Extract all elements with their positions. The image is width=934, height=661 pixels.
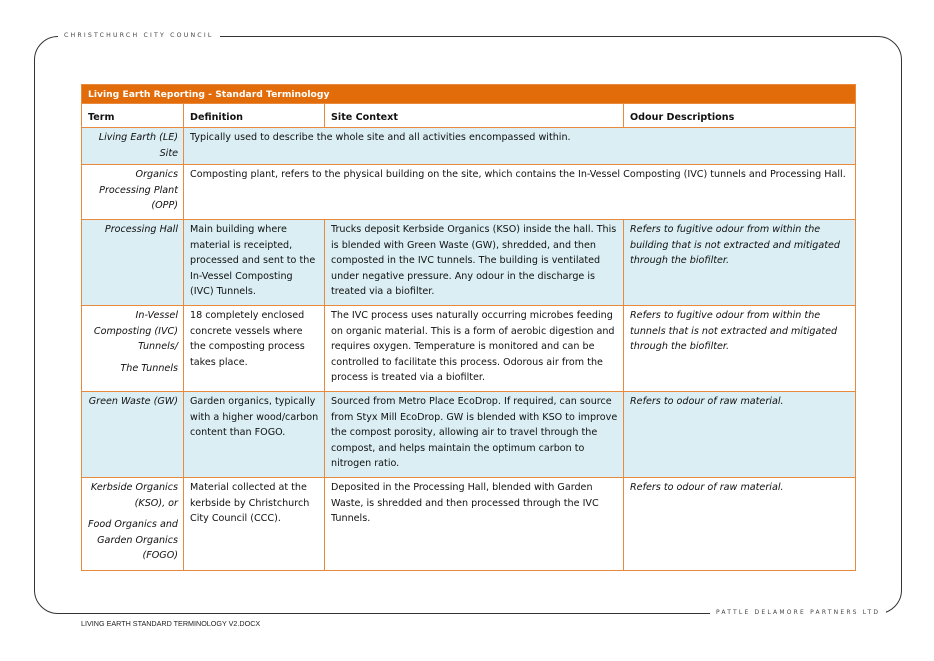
table-row (82, 392, 856, 478)
term-text: (OPP) (151, 200, 178, 211)
term-text: Green Waste (GW) (88, 396, 178, 407)
term-cell (82, 478, 184, 571)
column-header-odour: Odour Descriptions (624, 104, 856, 128)
term-cell (82, 392, 184, 478)
header-organisation: CHRISTCHURCH CITY COUNCIL (58, 31, 220, 41)
merged-definition-cell: Typically used to describe the whole site and all activities encompassed within. (184, 128, 856, 165)
definition-cell: 18 completely enclosed concrete vessels where the composting process takes place. (184, 306, 325, 392)
column-header-row (82, 104, 856, 128)
term-text: Site (159, 147, 178, 159)
merged-definition-cell: Composting plant, refers to the physical building on the site, which contains the In-Vessel Composting (IVC) tunnels and Processing Hall. (184, 165, 856, 220)
column-header-definition: Definition (184, 104, 325, 128)
column-header-term: Term (82, 104, 184, 128)
term-text: Tunnels/ (138, 341, 178, 352)
term-cell (82, 128, 184, 165)
term-cell (82, 220, 184, 306)
term-cell (82, 306, 184, 392)
term-text: The Tunnels (120, 362, 178, 374)
table-row (82, 306, 856, 392)
odour-cell: Refers to fugitive odour from within the tunnels that is not extracted and mitigated through the biofilter. (624, 306, 856, 392)
definition-cell: Material collected at the kerbside by Christchurch City Council (CCC). (184, 478, 325, 571)
footer-filename: LIVING EARTH STANDARD TERMINOLOGY V2.DOCX (81, 619, 261, 628)
term-text: (FOGO) (142, 550, 178, 561)
term-text: Organics (135, 169, 178, 180)
site-context-cell: Sourced from Metro Place EcoDrop. If required, can source from Styx Mill EcoDrop. GW is blended with KSO to improve the compost porosity, allowing air to travel through the compost, and helps maintain the optimum carbon to nitrogen ratio. (325, 392, 624, 478)
table-row (82, 478, 856, 571)
term-text: Garden Organics (97, 534, 178, 546)
term-text: Food Organics and (88, 519, 178, 530)
odour-cell: Refers to odour of raw material. (624, 478, 856, 571)
column-header-site-context: Site Context (325, 104, 624, 128)
term-text: Processing Plant (99, 184, 178, 196)
table-row (82, 220, 856, 306)
definition-cell: Main building where material is receipted, processed and sent to the In-Vessel Composting (IVC) Tunnels. (184, 220, 325, 306)
site-context-cell: Deposited in the Processing Hall, blended with Garden Waste, is shredded and then processed through the IVC Tunnels. (325, 478, 624, 571)
term-cell (82, 165, 184, 220)
term-text: Processing Hall (104, 224, 178, 235)
terminology-table (81, 84, 856, 571)
footer-firm-name: PATTLE DELAMORE PARTNERS LTD (710, 608, 886, 618)
definition-cell: Garden organics, typically with a higher wood/carbon content than FOGO. (184, 392, 325, 478)
term-text: In-Vessel (135, 310, 178, 321)
term-text: Composting (IVC) (93, 325, 178, 337)
site-context-cell: The IVC process uses naturally occurring microbes feeding on organic material. This is a form of aerobic digestion and requires oxygen. Temperature is monitored and can be controlled to facilitate this process. Odorous air from the process is treated via a biofilter. (325, 306, 624, 392)
term-text: (KSO), or (134, 497, 178, 509)
term-text: Kerbside Organics (90, 482, 178, 493)
odour-cell: Refers to fugitive odour from within the building that is not extracted and mitigated through the biofilter. (624, 220, 856, 306)
term-text: Living Earth (LE) (98, 132, 178, 143)
odour-cell: Refers to odour of raw material. (624, 392, 856, 478)
site-context-cell: Trucks deposit Kerbside Organics (KSO) inside the hall. This is blended with Green Waste (GW), shredded, and then composted in the IVC tunnels. The building is ventilated under negative pressure. Any odour in the discharge is treated via a biofilter. (325, 220, 624, 306)
table-title: Living Earth Reporting - Standard Terminology (82, 85, 856, 104)
table-row (82, 128, 856, 165)
table-title-row (82, 85, 856, 104)
table-row (82, 165, 856, 220)
